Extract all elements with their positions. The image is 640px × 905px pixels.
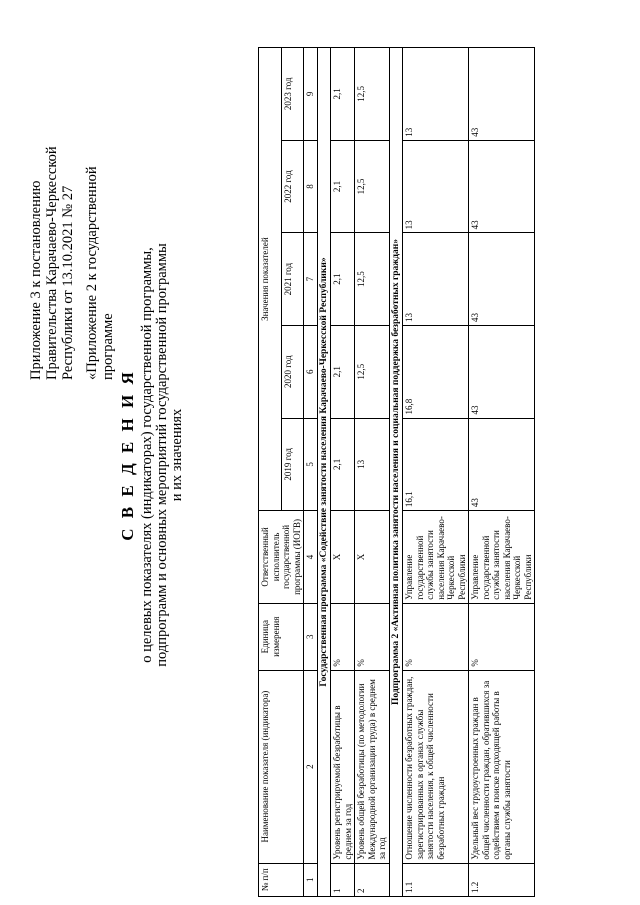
document-heading <box>118 155 185 755</box>
row-value: 43 <box>469 418 535 511</box>
col-number: 9 <box>304 48 318 141</box>
row-num: 1.1 <box>403 863 469 896</box>
header-year: 2019 год <box>281 418 304 511</box>
row-value: 12,5 <box>355 140 390 233</box>
row-value: 13 <box>403 140 469 233</box>
header-year: 2022 год <box>281 140 304 233</box>
row-unit: % <box>469 603 535 670</box>
table-row <box>331 48 355 897</box>
heading-line: о целевых показателях (индикаторах) государственной программы, <box>139 247 155 663</box>
header-year: 2023 год <box>281 48 304 141</box>
row-value: 16,8 <box>403 325 469 418</box>
header-unit: Единица измерения <box>259 603 304 670</box>
row-executor: Х <box>331 511 355 604</box>
indicators-table <box>258 47 535 897</box>
row-unit: % <box>355 603 390 670</box>
row-executor: Управление государственной службы занятости населения Карачаево-Черкесской Республики <box>469 511 535 604</box>
appendix-line: Республики от 13.10.2021 № 27 <box>60 185 76 380</box>
row-num: 1.2 <box>469 863 535 896</box>
row-value: 2,1 <box>331 325 355 418</box>
appendix-note-2 <box>84 60 116 380</box>
row-value: 2,1 <box>331 233 355 326</box>
header-year: 2021 год <box>281 233 304 326</box>
col-number: 2 <box>304 670 318 863</box>
row-unit: % <box>403 603 469 670</box>
col-number: 1 <box>304 863 318 896</box>
section-subprogram-2: Подпрограмма 2 «Активная политика занятости населения и социальная поддержка безработных граждан» <box>389 48 403 897</box>
col-number: 5 <box>304 418 318 511</box>
col-number: 3 <box>304 603 318 670</box>
row-value: 16,1 <box>403 418 469 511</box>
col-number: 4 <box>304 511 318 604</box>
table-row <box>355 48 390 897</box>
row-value: 2,1 <box>331 418 355 511</box>
col-number: 8 <box>304 140 318 233</box>
heading-line: подпрограмм и основных мероприятий государственной программы <box>154 243 170 667</box>
header-executor: Ответственный исполнитель государственной программы (ИОГВ) <box>259 511 304 604</box>
row-value: 2,1 <box>331 140 355 233</box>
row-value: 13 <box>403 233 469 326</box>
col-number: 6 <box>304 325 318 418</box>
header-year: 2020 год <box>281 325 304 418</box>
header-name: Наименование показателя (индикатора) <box>259 670 304 863</box>
appendix-line: Правительства Карачаево-Черкесской <box>44 146 60 380</box>
row-value: 43 <box>469 325 535 418</box>
heading-line: и их значениях <box>169 408 185 502</box>
appendix-line: «Приложение 2 к государственной <box>84 166 100 380</box>
row-executor: Х <box>355 511 390 604</box>
row-value: 43 <box>469 233 535 326</box>
row-value: 2,1 <box>331 48 355 141</box>
row-executor: Управление государственной службы занятости населения Карачаево-Черкесской Республики <box>403 511 469 604</box>
appendix-line: Приложение 3 к постановлению <box>28 180 44 380</box>
row-name: Уровень регистрируемой безработицы в среднем за год <box>331 670 355 863</box>
appendix-note <box>28 60 76 380</box>
appendix-line: программе <box>100 313 116 380</box>
row-name: Удельный вес трудоустроенных граждан в общей численности граждан, обратившихся за содействием в поиске подходящей работы в органы службы занятости <box>469 670 535 863</box>
row-name: Уровень общей безработицы (по методологии Международной организации труда) в среднем за год <box>355 670 390 863</box>
row-unit: % <box>331 603 355 670</box>
row-value: 12,5 <box>355 233 390 326</box>
row-name: Отношение численности безработных граждан, зарегистрированных в органах службы занятости населения, к общей численности безработных граждан <box>403 670 469 863</box>
row-value: 13 <box>403 48 469 141</box>
row-num: 2 <box>355 863 390 896</box>
document-title: С В Е Д Е Н И Я <box>118 369 137 541</box>
row-num: 1 <box>331 863 355 896</box>
col-number: 7 <box>304 233 318 326</box>
row-value: 43 <box>469 140 535 233</box>
row-value: 43 <box>469 48 535 141</box>
row-value: 12,5 <box>355 48 390 141</box>
header-values: Значения показателей <box>259 48 282 511</box>
row-value: 12,5 <box>355 325 390 418</box>
column-numbers-row <box>304 48 318 897</box>
table-row <box>469 48 535 897</box>
table-row <box>403 48 469 897</box>
section-program: Государственная программа «Содействие занятости населения Карачаево-Черкесской Республики» <box>317 48 331 897</box>
row-value: 13 <box>355 418 390 511</box>
header-num: № п/п <box>259 863 304 896</box>
